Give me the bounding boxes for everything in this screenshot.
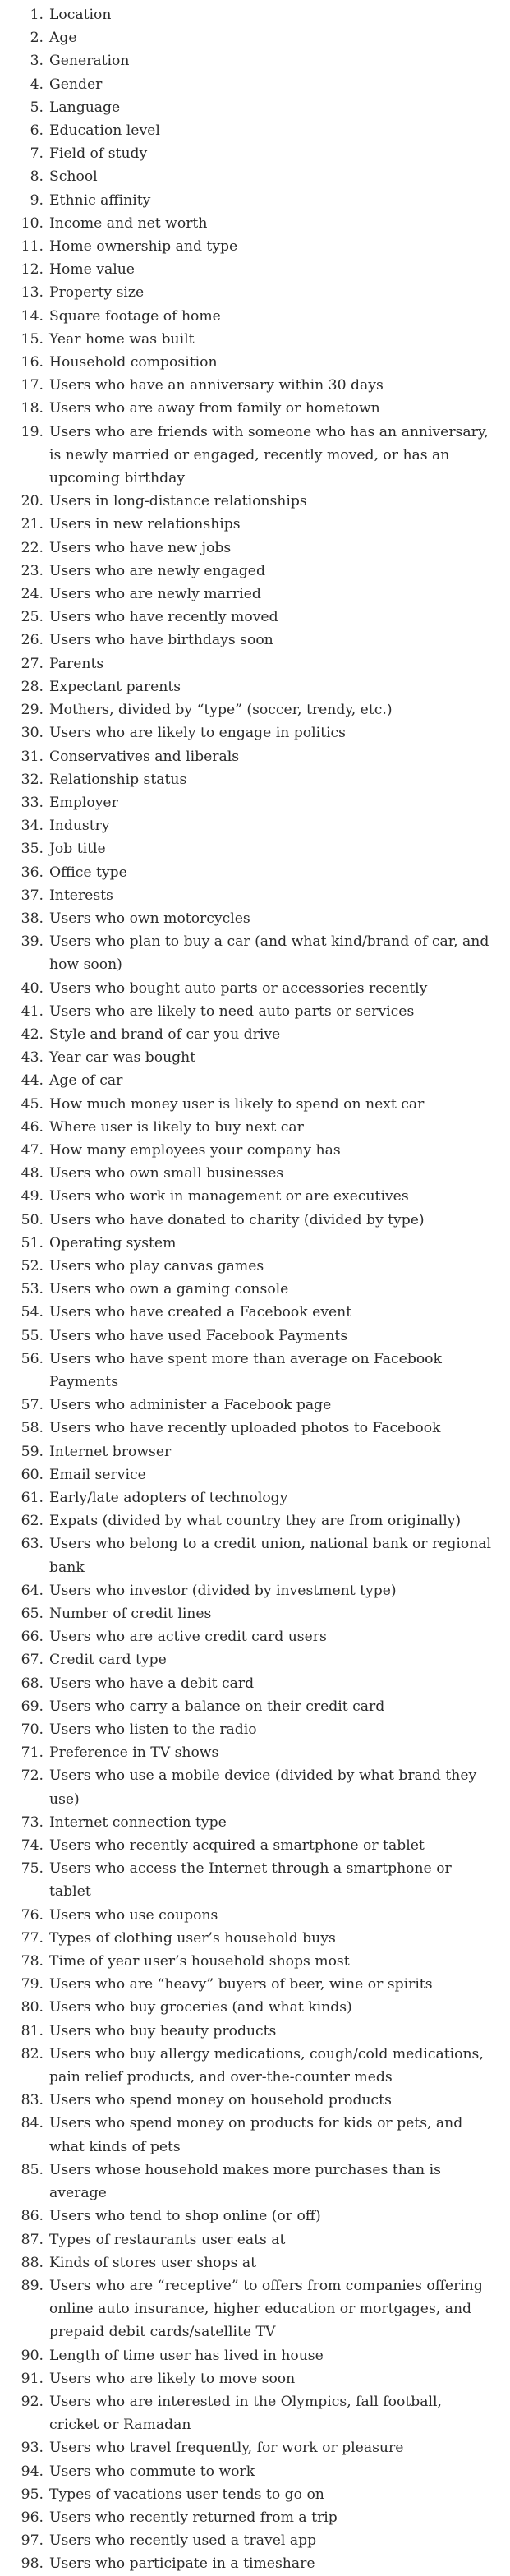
list-item <box>0 2483 495 2506</box>
list-item <box>0 2344 495 2367</box>
list-item <box>0 1023 495 1046</box>
list-item <box>0 1509 495 1532</box>
list-item-number: 46. <box>21 1118 44 1136</box>
list-item <box>0 745 495 768</box>
list-item-text: Users who recently used a travel app <box>49 2532 317 2550</box>
list-item-text: Internet browser <box>49 1443 172 1460</box>
list-item <box>0 1394 495 1417</box>
list-item-number: 16. <box>21 354 44 371</box>
list-item-number: 72. <box>21 1767 44 1785</box>
list-item-number: 20. <box>21 493 44 510</box>
list-item-number: 22. <box>21 539 44 556</box>
list-item-number: 96. <box>21 2509 44 2526</box>
list-item-number: 77. <box>21 1929 44 1947</box>
list-item-text: Household composition <box>49 354 218 371</box>
list-item <box>0 351 495 374</box>
list-item-number: 44. <box>21 1072 44 1090</box>
list-item <box>0 698 495 721</box>
list-item <box>0 2274 495 2344</box>
list-item-number: 13. <box>21 284 44 302</box>
list-item-number: 47. <box>21 1141 44 1159</box>
list-item-number: 74. <box>21 1837 44 1855</box>
list-item <box>0 2436 495 2459</box>
list-item-text: Types of restaurants user eats at <box>49 2231 286 2248</box>
list-item <box>0 305 495 328</box>
list-item-number: 68. <box>21 1675 44 1692</box>
list-item-number: 15. <box>21 330 44 348</box>
list-item <box>0 583 495 606</box>
list-item-text: Users who spend money on household products <box>49 2092 392 2109</box>
list-item <box>0 1741 495 1764</box>
list-item <box>0 1255 495 1278</box>
list-item <box>0 814 495 837</box>
list-item-text: Job title <box>49 841 106 858</box>
list-item-number: 2. <box>30 30 44 47</box>
list-item <box>0 397 495 420</box>
list-item-number: 42. <box>21 1025 44 1043</box>
list-item-text: Types of vacations user tends to go on <box>49 2486 324 2503</box>
list-item-text: Square footage of home <box>49 307 221 325</box>
list-item <box>0 421 495 491</box>
list-item-text: Users in long-distance relationships <box>49 493 307 510</box>
list-item-text: Employer <box>49 794 118 811</box>
list-item-number: 59. <box>21 1443 44 1460</box>
list-item <box>0 930 495 976</box>
list-item-number: 65. <box>21 1606 44 1623</box>
list-item-number: 11. <box>21 238 44 256</box>
list-item-text: Users who work in management or are executives <box>49 1188 409 1205</box>
list-item-text: Users who use a mobile device (divided by what brand they use) <box>49 1767 477 1808</box>
list-item-text: Users who listen to the radio <box>49 1721 257 1739</box>
list-item-number: 84. <box>21 2115 44 2132</box>
list-item <box>0 1718 495 1741</box>
list-item-text: Users who are likely to need auto parts or services <box>49 1002 415 1020</box>
list-item <box>0 328 495 351</box>
list-item <box>0 96 495 119</box>
list-item-number: 17. <box>21 377 44 394</box>
list-item-number: 7. <box>30 145 44 163</box>
list-item-number: 12. <box>21 261 44 279</box>
list-item-text: School <box>49 168 98 186</box>
list-item <box>0 1904 495 1927</box>
list-item-number: 1. <box>30 7 44 23</box>
list-item <box>0 1417 495 1440</box>
list-item-text: Mothers, divided by “type” (soccer, trendy, etc.) <box>49 702 393 719</box>
list-item-text: Where user is likely to buy next car <box>49 1118 304 1136</box>
list-item <box>0 1209 495 1232</box>
list-item-text: Users who access the Internet through a smartphone or tablet <box>49 1860 452 1901</box>
list-item-text: Relationship status <box>49 771 187 788</box>
list-item-number: 5. <box>30 99 44 116</box>
list-item <box>0 73 495 96</box>
list-item-text: Language <box>49 99 121 116</box>
list-item-text: Users who use coupons <box>49 1906 218 1924</box>
list-item <box>0 513 495 536</box>
list-item <box>0 1625 495 1648</box>
list-item-text: Users who play canvas games <box>49 1257 264 1274</box>
list-item <box>0 2460 495 2483</box>
list-item-number: 97. <box>21 2532 44 2550</box>
list-item-text: Users who spend money on products for kids or pets, and what kinds of pets <box>49 2115 463 2155</box>
list-item-text: Interests <box>49 887 113 904</box>
list-item-number: 63. <box>21 1536 44 1553</box>
list-item-text: Users who have donated to charity (divided by type) <box>49 1211 425 1228</box>
list-item-text: Users who own a gaming console <box>49 1281 289 1298</box>
list-item-text: Age of car <box>49 1072 123 1090</box>
list-item <box>0 1185 495 1208</box>
list-item <box>0 721 495 744</box>
list-item <box>0 1811 495 1834</box>
list-item-number: 80. <box>21 1999 44 2016</box>
list-item <box>0 1996 495 2019</box>
list-item <box>0 3 495 26</box>
list-item-number: 18. <box>21 400 44 417</box>
list-item-number: 3. <box>30 53 44 70</box>
list-item-number: 19. <box>21 423 44 440</box>
list-item-number: 57. <box>21 1397 44 1414</box>
list-item <box>0 1069 495 1092</box>
list-item-text: Users who have created a Facebook event <box>49 1304 352 1321</box>
list-item <box>0 791 495 814</box>
list-item-text: Users who are “receptive” to offers from companies offering online auto insurance, higher education or mortgages, and prepaid debit cards/satellite TV <box>49 2277 483 2341</box>
list-item <box>0 1834 495 1857</box>
list-item <box>0 1440 495 1463</box>
list-item-number: 30. <box>21 725 44 742</box>
list-item-text: Users who belong to a credit union, national bank or regional bank <box>49 1536 492 1576</box>
list-item-text: Users who own small businesses <box>49 1165 284 1182</box>
list-item <box>0 1348 495 1394</box>
list-item <box>0 374 495 397</box>
list-item-number: 86. <box>21 2208 44 2225</box>
list-item-number: 8. <box>30 168 44 186</box>
list-item-text: Users who are “heavy” buyers of beer, wine or spirits <box>49 1976 433 1993</box>
list-item <box>0 675 495 698</box>
list-item-number: 40. <box>21 979 44 997</box>
list-item <box>0 2043 495 2089</box>
list-item-text: Users who are away from family or hometown <box>49 400 380 417</box>
list-item-text: Users who participate in a timeshare <box>49 2555 315 2573</box>
list-item <box>0 1046 495 1069</box>
list-item-text: How many employees your company has <box>49 1141 341 1159</box>
list-item-text: Users who bought auto parts or accessories recently <box>49 979 428 997</box>
list-item <box>0 629 495 652</box>
list-item-text: Early/late adopters of technology <box>49 1490 288 1506</box>
list-item <box>0 1116 495 1139</box>
list-item <box>0 26 495 49</box>
list-item-number: 32. <box>21 771 44 788</box>
list-item-number: 81. <box>21 2022 44 2039</box>
list-item <box>0 258 495 281</box>
list-item <box>0 490 495 513</box>
list-item <box>0 2367 495 2390</box>
list-item-text: Length of time user has lived in house <box>49 2347 324 2364</box>
list-item-number: 90. <box>21 2347 44 2364</box>
list-item <box>0 1232 495 1255</box>
list-item-number: 35. <box>21 841 44 858</box>
list-item <box>0 1486 495 1509</box>
list-item-number: 51. <box>21 1234 44 1251</box>
list-item-number: 29. <box>21 702 44 719</box>
list-item-number: 9. <box>30 191 44 209</box>
list-item <box>0 1648 495 1671</box>
list-item-number: 98. <box>21 2555 44 2573</box>
list-item-number: 37. <box>21 887 44 904</box>
list-item <box>0 1927 495 1950</box>
list-item-number: 27. <box>21 655 44 672</box>
list-item-text: Users who investor (divided by investment type) <box>49 1582 397 1599</box>
list-item-text: Home ownership and type <box>49 238 238 256</box>
list-item-text: Users who have an anniversary within 30 days <box>49 377 384 394</box>
list-item-number: 56. <box>21 1350 44 1367</box>
list-item <box>0 907 495 930</box>
list-item <box>0 1764 495 1810</box>
list-item-text: Operating system <box>49 1234 177 1251</box>
list-item-text: Internet connection type <box>49 1813 227 1831</box>
list-item-text: Users who have birthdays soon <box>49 632 273 649</box>
list-item-number: 52. <box>21 1257 44 1274</box>
list-item-text: Conservatives and liberals <box>49 748 240 765</box>
list-item-text: Home value <box>49 261 135 279</box>
list-item-text: Kinds of stores user shops at <box>49 2254 257 2271</box>
list-item <box>0 1278 495 1301</box>
list-item-text: Users in new relationships <box>49 516 241 533</box>
list-item-number: 67. <box>21 1652 44 1669</box>
list-item <box>0 1139 495 1162</box>
list-item-number: 45. <box>21 1095 44 1113</box>
list-item-text: Users who administer a Facebook page <box>49 1397 332 1414</box>
list-item-number: 38. <box>21 910 44 927</box>
list-item <box>0 142 495 165</box>
list-item <box>0 1602 495 1625</box>
list-item-number: 89. <box>21 2277 44 2294</box>
list-item-number: 73. <box>21 1813 44 1831</box>
list-item-text: Users who have recently uploaded photos to Facebook <box>49 1420 441 1437</box>
list-item-text: Year car was bought <box>49 1049 196 1067</box>
list-item-text: Users who carry a balance on their credit card <box>49 1698 385 1715</box>
list-item <box>0 119 495 142</box>
list-item-number: 33. <box>21 794 44 811</box>
list-item-number: 87. <box>21 2231 44 2248</box>
list-item <box>0 1162 495 1185</box>
list-item-number: 24. <box>21 586 44 603</box>
list-item-number: 50. <box>21 1211 44 1228</box>
list-item-number: 76. <box>21 1906 44 1924</box>
list-item-number: 25. <box>21 609 44 626</box>
list-item <box>0 1000 495 1023</box>
list-item <box>0 1463 495 1486</box>
list-item-text: Office type <box>49 864 127 881</box>
list-item-number: 61. <box>21 1490 44 1506</box>
list-item-number: 83. <box>21 2092 44 2109</box>
list-item-text: Style and brand of car you drive <box>49 1025 281 1043</box>
list-item-text: Users who own motorcycles <box>49 910 250 927</box>
list-item-text: Types of clothing user’s household buys <box>49 1929 336 1947</box>
list-item-number: 14. <box>21 307 44 325</box>
list-item-number: 28. <box>21 678 44 695</box>
list-item-text: Users who recently returned from a trip <box>49 2509 338 2526</box>
list-item-text: Users who have recently moved <box>49 609 278 626</box>
list-item <box>0 1532 495 1578</box>
list-item-text: Field of study <box>49 145 148 163</box>
list-item-text: Email service <box>49 1466 146 1483</box>
numbered-list <box>0 3 495 2576</box>
list-item-number: 94. <box>21 2463 44 2480</box>
list-item-number: 41. <box>21 1002 44 1020</box>
list-item <box>0 837 495 860</box>
list-item-number: 79. <box>21 1976 44 1993</box>
list-item-text: Users who are likely to engage in politics <box>49 725 346 742</box>
list-item-number: 91. <box>21 2370 44 2387</box>
list-item <box>0 2552 495 2575</box>
list-item-number: 48. <box>21 1165 44 1182</box>
list-item-text: Location <box>49 7 112 23</box>
list-item <box>0 235 495 258</box>
list-item <box>0 165 495 188</box>
list-item <box>0 2112 495 2158</box>
list-item <box>0 281 495 304</box>
list-item-number: 4. <box>30 76 44 93</box>
list-item-number: 95. <box>21 2486 44 2503</box>
list-item-text: Credit card type <box>49 1652 167 1669</box>
list-item-number: 43. <box>21 1049 44 1067</box>
list-item-number: 60. <box>21 1466 44 1483</box>
list-item-number: 85. <box>21 2161 44 2178</box>
list-item <box>0 189 495 212</box>
list-item-text: Property size <box>49 284 145 302</box>
list-item-number: 62. <box>21 1513 44 1530</box>
list-item-text: Users who have new jobs <box>49 539 232 556</box>
list-item-number: 92. <box>21 2393 44 2410</box>
list-item-number: 39. <box>21 933 44 951</box>
list-item-text: Income and net worth <box>49 214 208 232</box>
list-item <box>0 1325 495 1348</box>
list-item-text: Industry <box>49 818 110 835</box>
list-item-text: Users who are friends with someone who has an anniversary, is newly married or engaged, recently moved, or has an upcoming birthday <box>49 423 489 487</box>
list-item <box>0 652 495 675</box>
list-item <box>0 212 495 235</box>
list-item <box>0 2159 495 2205</box>
list-item-text: Users who are likely to move soon <box>49 2370 296 2387</box>
list-item-text: Users who are active credit card users <box>49 1629 327 1646</box>
list-item-number: 10. <box>21 214 44 232</box>
list-item-text: Ethnic affinity <box>49 191 151 209</box>
list-item-number: 71. <box>21 1744 44 1762</box>
list-item <box>0 1672 495 1695</box>
list-item-text: Users who recently acquired a smartphone or tablet <box>49 1837 425 1855</box>
list-item-number: 78. <box>21 1953 44 1970</box>
list-item <box>0 768 495 791</box>
list-item-text: Users who are newly engaged <box>49 562 265 579</box>
list-item <box>0 2251 495 2274</box>
list-item-number: 53. <box>21 1281 44 1298</box>
list-item <box>0 606 495 629</box>
list-item-number: 64. <box>21 1582 44 1599</box>
list-item <box>0 49 495 72</box>
list-item-text: How much money user is likely to spend on next car <box>49 1095 425 1113</box>
list-item <box>0 977 495 1000</box>
list-item <box>0 884 495 907</box>
list-item <box>0 2089 495 2112</box>
list-item-text: Users who plan to buy a car (and what kind/brand of car, and how soon) <box>49 933 489 974</box>
list-item-text: Users who buy groceries (and what kinds) <box>49 1999 352 2016</box>
list-item <box>0 2506 495 2529</box>
list-item <box>0 2228 495 2251</box>
list-item-number: 31. <box>21 748 44 765</box>
list-item <box>0 1950 495 1973</box>
list-item-number: 6. <box>30 122 44 140</box>
list-item-text: Number of credit lines <box>49 1606 212 1623</box>
list-item <box>0 2529 495 2552</box>
list-item-text: Users who have used Facebook Payments <box>49 1327 348 1344</box>
list-item-text: Users who commute to work <box>49 2463 255 2480</box>
list-item <box>0 1093 495 1116</box>
list-item <box>0 2390 495 2436</box>
list-item-text: Expats (divided by what country they are from originally) <box>49 1513 462 1530</box>
list-item <box>0 537 495 560</box>
list-item-number: 49. <box>21 1188 44 1205</box>
list-item-number: 75. <box>21 1860 44 1878</box>
list-item <box>0 1973 495 1996</box>
list-item-text: Education level <box>49 122 160 140</box>
list-item <box>0 1301 495 1324</box>
list-item-text: Users whose household makes more purchases than is average <box>49 2161 441 2202</box>
list-item-number: 36. <box>21 864 44 881</box>
list-item <box>0 2020 495 2043</box>
list-item-text: Expectant parents <box>49 678 181 695</box>
list-item-text: Users who are interested in the Olympics, fall football, cricket or Ramadan <box>49 2393 442 2434</box>
list-item <box>0 861 495 884</box>
list-item <box>0 1579 495 1602</box>
list-item-number: 26. <box>21 632 44 649</box>
list-item-text: Users who tend to shop online (or off) <box>49 2208 321 2225</box>
list-item-number: 88. <box>21 2254 44 2271</box>
list-item-text: Preference in TV shows <box>49 1744 219 1762</box>
list-item-text: Generation <box>49 53 130 70</box>
list-item <box>0 1857 495 1903</box>
list-item-number: 70. <box>21 1721 44 1739</box>
list-item-number: 82. <box>21 2045 44 2062</box>
list-item-number: 55. <box>21 1327 44 1344</box>
list-item-number: 69. <box>21 1698 44 1715</box>
list-item <box>0 560 495 583</box>
list-item-text: Users who travel frequently, for work or pleasure <box>49 2440 404 2457</box>
list-item-number: 58. <box>21 1420 44 1437</box>
list-item-number: 66. <box>21 1629 44 1646</box>
list-item-text: Year home was built <box>49 330 195 348</box>
list-item-text: Gender <box>49 76 103 93</box>
list-item-text: Parents <box>49 655 104 672</box>
list-item-text: Users who buy beauty products <box>49 2022 277 2039</box>
list-item-text: Users who have a debit card <box>49 1675 255 1692</box>
list-item-number: 34. <box>21 818 44 835</box>
list-item <box>0 1695 495 1718</box>
list-item-text: Users who buy allergy medications, cough/cold medications, pain relief products, and over-the-counter meds <box>49 2045 484 2086</box>
list-item-number: 23. <box>21 562 44 579</box>
list-item-number: 93. <box>21 2440 44 2457</box>
list-item-text: Age <box>49 30 77 47</box>
list-item-number: 21. <box>21 516 44 533</box>
list-item-text: Time of year user’s household shops most <box>49 1953 350 1970</box>
list-item-text: Users who have spent more than average on Facebook Payments <box>49 1350 442 1390</box>
list-item <box>0 2205 495 2228</box>
list-item-text: Users who are newly married <box>49 586 261 603</box>
list-item-number: 54. <box>21 1304 44 1321</box>
